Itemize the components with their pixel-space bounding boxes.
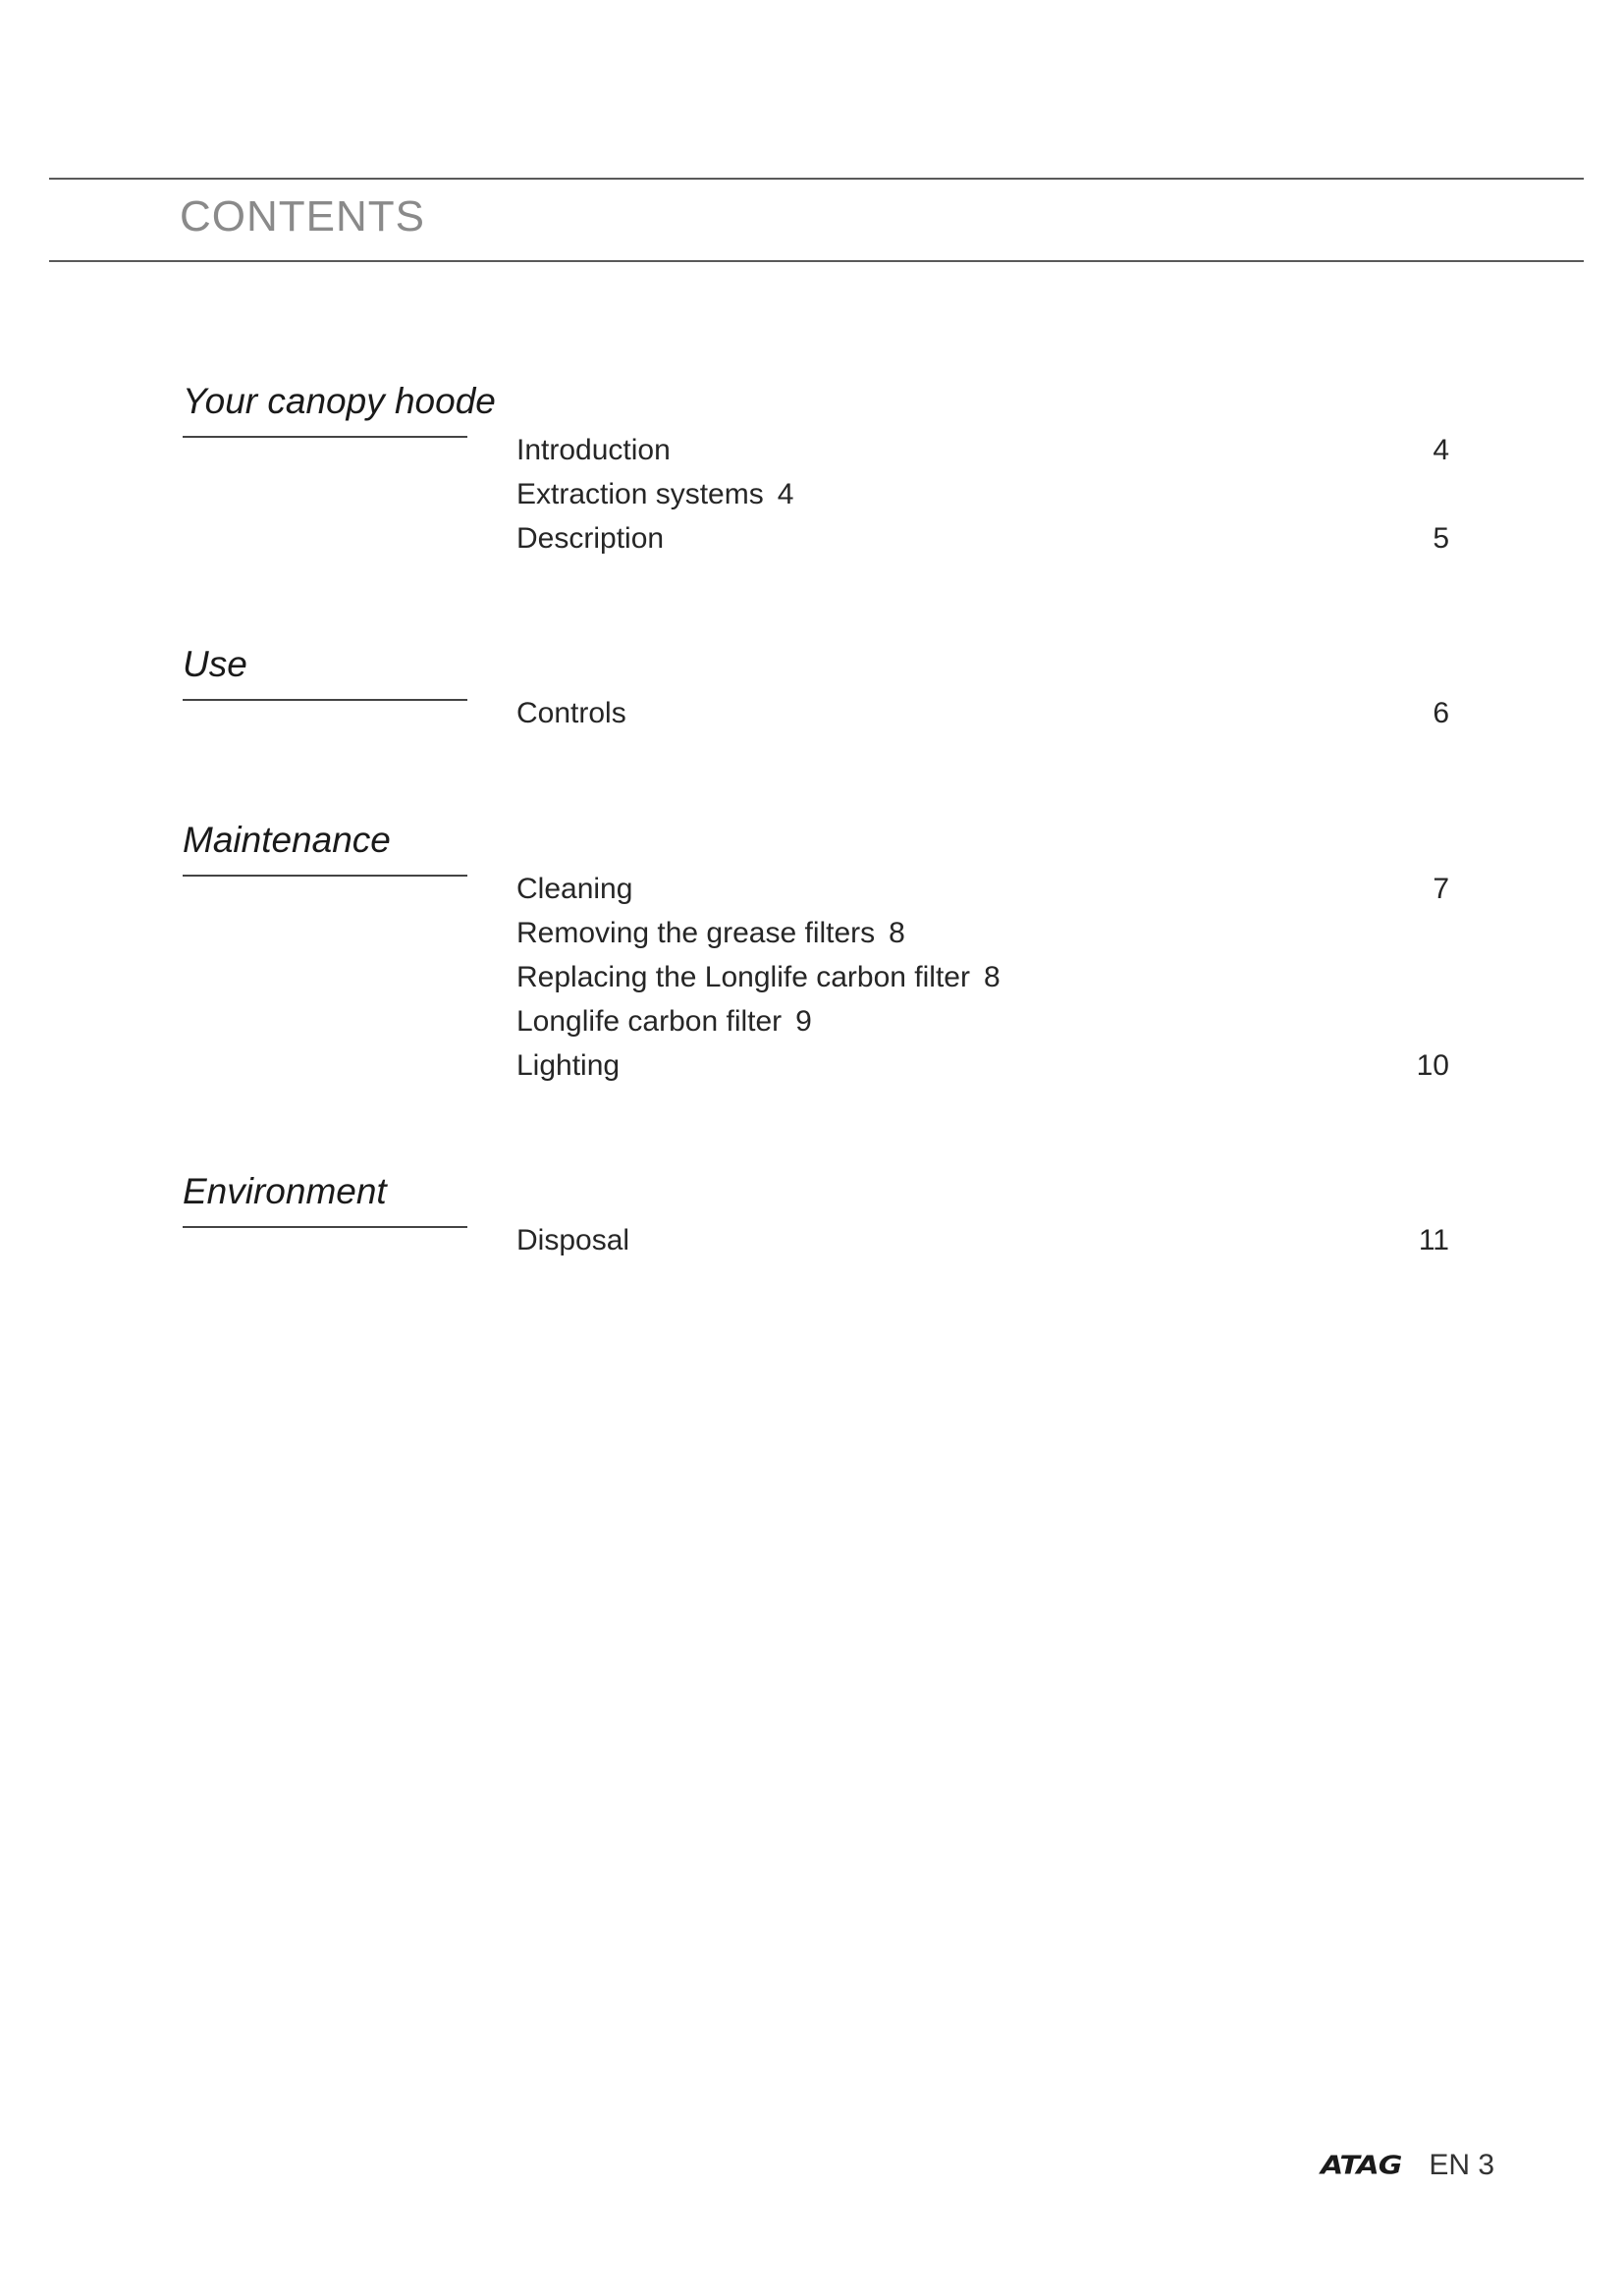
page-title: CONTENTS xyxy=(180,192,425,240)
page-footer xyxy=(1321,2146,1494,2185)
toc-entry[interactable] xyxy=(516,999,1449,1043)
toc-entry-page: 10 xyxy=(1416,1049,1449,1082)
toc-entry[interactable] xyxy=(516,428,1449,472)
toc-entry-page: 4 xyxy=(1433,434,1449,466)
header-bottom-rule xyxy=(49,260,1584,262)
toc-entry-title: Controls xyxy=(516,697,626,729)
toc-entry[interactable] xyxy=(516,911,1449,955)
toc-entry-title: Description xyxy=(516,522,665,555)
toc-entry-list xyxy=(516,867,1449,1088)
toc-entry[interactable] xyxy=(516,516,1449,561)
toc-entry[interactable] xyxy=(516,1218,1449,1262)
section-underline xyxy=(183,875,467,877)
toc-entry-title: Cleaning xyxy=(516,873,633,905)
toc-entry[interactable] xyxy=(516,1043,1449,1088)
toc-entry-title: Longlife carbon filter xyxy=(516,1005,783,1038)
toc-entry[interactable] xyxy=(516,691,1449,735)
toc-entry-page: 8 xyxy=(889,917,905,949)
section-heading: Environment xyxy=(183,1171,387,1211)
toc-entry-title: Disposal xyxy=(516,1224,630,1256)
brand-logo: ATAG xyxy=(1321,2151,1402,2180)
section-heading: Maintenance xyxy=(183,820,391,860)
toc-entry-title: Replacing the Longlife carbon filter xyxy=(516,961,970,993)
toc-entry-title: Introduction xyxy=(516,434,671,466)
page-number: EN 3 xyxy=(1429,2149,1495,2181)
toc-entry-list xyxy=(516,1218,1449,1262)
section-underline xyxy=(183,1226,467,1228)
toc-entry-list xyxy=(516,428,1449,561)
toc-entry[interactable] xyxy=(516,955,1449,999)
toc-entry-page: 5 xyxy=(1433,522,1449,555)
toc-entry-page: 9 xyxy=(795,1005,812,1038)
toc-entry-page: 6 xyxy=(1433,697,1449,729)
toc-entry[interactable] xyxy=(516,867,1449,911)
section-underline xyxy=(183,699,467,701)
section-heading: Use xyxy=(183,644,247,684)
toc-entry-title: Extraction systems xyxy=(516,478,764,510)
toc-entry[interactable] xyxy=(516,472,1449,516)
toc-entry-list xyxy=(516,691,1449,735)
toc-entry-title: Lighting xyxy=(516,1049,621,1082)
toc-entry-page: 4 xyxy=(777,478,794,510)
header-top-rule xyxy=(49,178,1584,180)
toc-entry-title: Removing the grease filters xyxy=(516,917,876,949)
section-heading: Your canopy hoode xyxy=(183,381,496,421)
toc-entry-page: 7 xyxy=(1433,873,1449,905)
toc-entry-page: 8 xyxy=(983,961,1001,993)
section-underline xyxy=(183,436,467,438)
toc-entry-page: 11 xyxy=(1418,1224,1449,1256)
